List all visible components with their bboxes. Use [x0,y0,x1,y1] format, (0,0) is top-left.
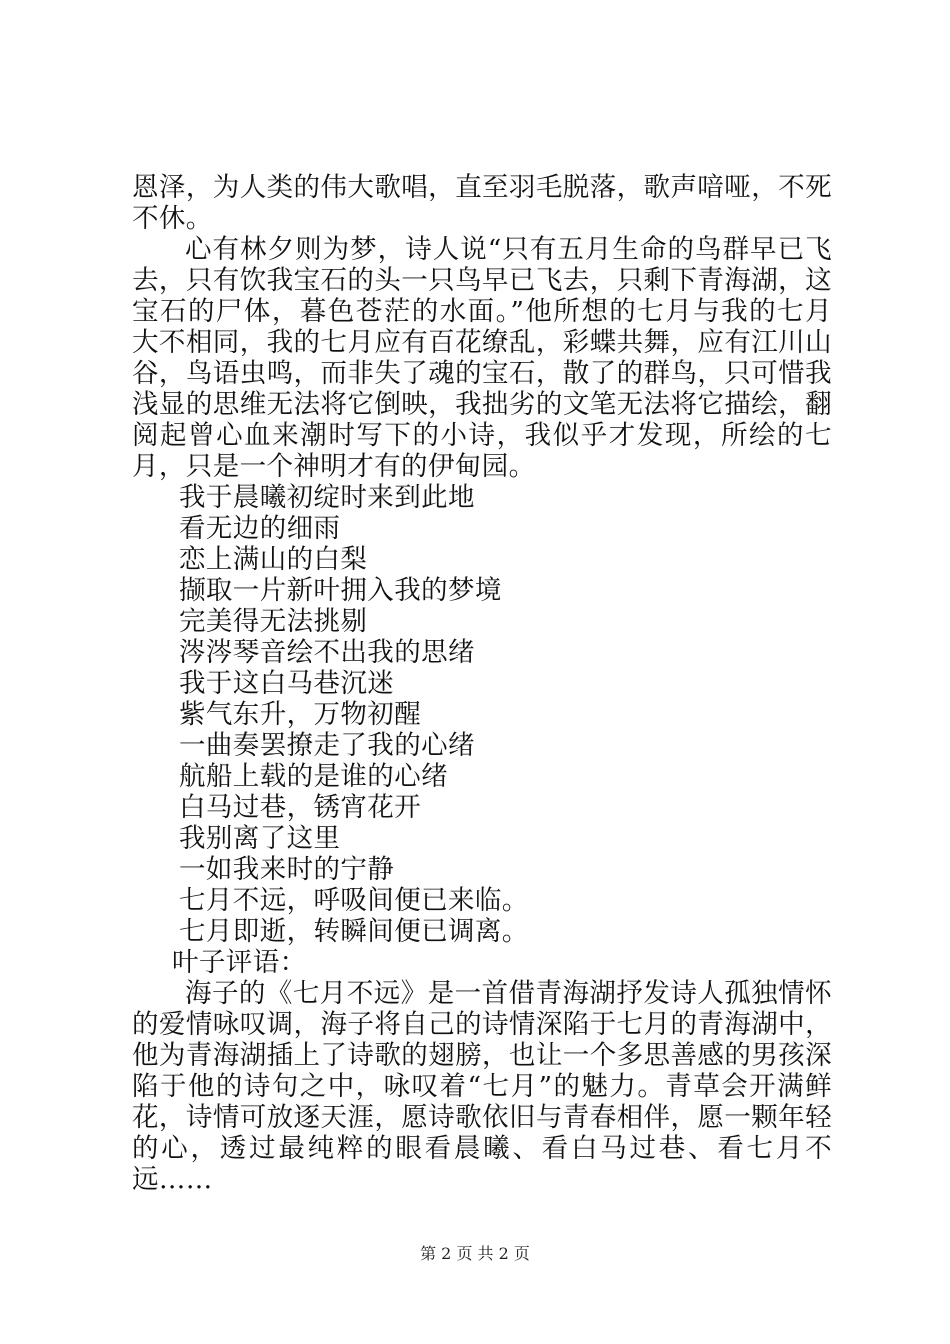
paragraph-comment: 海子的《七月不远》是一首借青海湖抒发诗人孤独情怀的爱情咏叹调，海子将自己的诗情深陷于七月的青海湖中，他为青海湖插上了诗歌的翅膀，也让一个多思善感的男孩深陷于他的诗句之中，咏叹着“七月”的魅力。青草会开满鲜花，诗情可放逐天涯，愿诗歌依旧与青春相伴，愿一颗年轻的心，透过最纯粹的眼看晨曦、看白马过巷、看七月不远…… [132,978,832,1195]
poem-line: 我于这白马巷沉迷 [179,668,395,699]
poem-line: 看无边的细雨 [179,513,341,544]
poem-line: 紫气东升，万物初醒 [179,699,422,730]
comment-label: 叶子评语： [172,947,307,978]
poem-line: 航船上载的是谁的心绪 [179,761,448,792]
poem-line: 七月即逝，转瞬间便已调离。 [179,916,529,947]
poem-line: 一如我来时的宁静 [179,854,395,885]
poem-line: 七月不远，呼吸间便已来临。 [179,885,529,916]
paragraph-continued: 恩泽，为人类的伟大歌唱，直至羽毛脱落，歌声喑哑，不死不休。 [132,172,832,234]
poem-line: 我别离了这里 [179,823,341,854]
poem-line: 白马过巷，锈宵花开 [179,792,422,823]
poem-line: 一曲奏罢撩走了我的心绪 [179,730,475,761]
page-number-footer: 第 2 页 共 2 页 [420,1244,530,1263]
poem-line: 涔涔琴音绘不出我的思绪 [179,637,475,668]
poem-line: 完美得无法挑剔 [179,606,368,637]
poem-line: 撷取一片新叶拥入我的梦境 [179,575,502,606]
paragraph-reflection: 心有林夕则为梦，诗人说“只有五月生命的鸟群早已飞去，只有饮我宝石的头一只鸟早已飞去，只剩下青海湖，这宝石的尸体，暮色苍茫的水面。”他所想的七月与我的七月大不相同，我的七月应有百花缭乱，彩蝶共舞，应有江川山谷，鸟语虫鸣，而非失了魂的宝石，散了的群鸟，只可惜我浅显的思维无法将它倒映，我拙劣的文笔无法将它描绘，翻阅起曾心血来潮时写下的小诗，我似乎才发现，所绘的七月，只是一个神明才有的伊甸园。 [132,234,832,482]
document-body [132,172,832,1195]
poem [132,482,832,947]
poem-line: 恋上满山的白梨 [179,544,368,575]
poem-line: 我于晨曦初绽时来到此地 [179,482,475,513]
